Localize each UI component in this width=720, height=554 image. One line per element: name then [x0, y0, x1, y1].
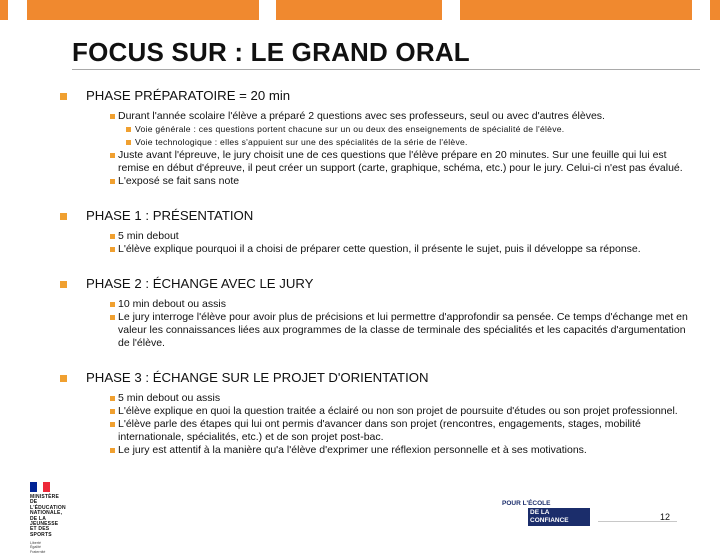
section-list	[60, 110, 690, 188]
top-bar-segment	[710, 0, 720, 20]
french-flag-icon	[30, 482, 50, 492]
section-list	[60, 298, 690, 350]
flag-stripe	[43, 482, 50, 492]
square-bullet-icon	[126, 140, 131, 145]
square-bullet-icon	[110, 234, 115, 239]
square-bullet-icon	[60, 281, 67, 288]
list-item: L'élève explique pourquoi il a choisi de préparer cette question, il présente le sujet, puis il développe sa réponse.	[118, 243, 690, 256]
sub-list	[118, 123, 690, 149]
list-item: Juste avant l'épreuve, le jury choisit une de ces questions que l'élève prépare en 20 minutes. Sur une feuille qui lui est remise en début d'épreuve, il peut créer un support (carte, graphique, schéma, etc.) pour le jury. Celui-ci n'est pas évalué.	[118, 149, 690, 175]
square-bullet-icon	[110, 396, 115, 401]
top-bar-segment	[0, 0, 8, 20]
section-heading: PHASE 3 : ÉCHANGE SUR LE PROJET D'ORIENTATION	[60, 370, 690, 386]
top-bar-segment	[27, 0, 259, 20]
republic-motto: Liberté Égalité Fraternité	[30, 541, 46, 554]
list-item: Le jury est attentif à la manière qu'a l'élève d'exprimer une réflexion personnelle et à ses motivations.	[118, 444, 690, 457]
section-list	[60, 230, 690, 256]
square-bullet-icon	[110, 409, 115, 414]
square-bullet-icon	[110, 315, 115, 320]
list-item: L'élève parle des étapes qui lui ont permis d'avancer dans son projet (rencontres, engagements, stages, mobilité internationale, spécialités, etc.) et de son projet post-bac.	[118, 418, 690, 444]
section-heading: PHASE 2 : ÉCHANGE AVEC LE JURY	[60, 276, 690, 292]
page-title: FOCUS SUR : LE GRAND ORAL	[72, 37, 470, 67]
square-bullet-icon	[110, 302, 115, 307]
list-item: Durant l'année scolaire l'élève a préparé 2 questions avec ses professeurs, seul ou avec d'autres élèves. Voie générale : ces questions portent chacune sur un ou deux des enseignements de spécialité de l'élève. Voie technologique : elles s'appuient sur une des spécialités de la série de l'élève.	[118, 110, 690, 149]
brand-logo: POUR L'ÉCOLE DE LA CONFIANCE	[502, 500, 590, 526]
section-heading: PHASE PRÉPARATOIRE = 20 min	[60, 88, 690, 104]
section-list	[60, 392, 690, 457]
square-bullet-icon	[110, 153, 115, 158]
list-item: 5 min debout	[118, 230, 690, 243]
sub-list-item: Voie générale : ces questions portent chacune sur un ou deux des enseignements de spécialité de l'élève.	[135, 123, 690, 136]
sub-list-item: Voie technologique : elles s'appuient sur une des spécialités de la série de l'élève.	[135, 136, 690, 149]
square-bullet-icon	[60, 93, 67, 100]
list-item: L'exposé se fait sans note	[118, 175, 690, 188]
ministry-logo	[30, 482, 70, 554]
ministry-name: MINISTÈRE DE L'ÉDUCATION NATIONALE, DE LA JEUNESSE ET DES SPORTS	[30, 494, 66, 538]
square-bullet-icon	[110, 114, 115, 119]
square-bullet-icon	[60, 213, 67, 220]
list-item: L'élève explique en quoi la question traitée a éclairé ou non son projet de poursuite d'études ou son projet professionnel.	[118, 405, 690, 418]
flag-stripe	[37, 482, 44, 492]
square-bullet-icon	[60, 375, 67, 382]
square-bullet-icon	[110, 247, 115, 252]
slide-content	[60, 82, 690, 457]
list-item: 5 min debout ou assis	[118, 392, 690, 405]
top-bar-segment	[276, 0, 442, 20]
square-bullet-icon	[110, 422, 115, 427]
flag-stripe	[30, 482, 37, 492]
square-bullet-icon	[110, 448, 115, 453]
section-heading: PHASE 1 : PRÉSENTATION	[60, 208, 690, 224]
list-item: 10 min debout ou assis	[118, 298, 690, 311]
page-number: 12	[660, 512, 671, 522]
list-item: Le jury interroge l'élève pour avoir plus de précisions et lui permettre d'approfondir sa pensée. Ce temps d'échange met en valeur les connaissances liées aux programmes de la classe de terminale des spécialités et les capacités d'argumentation de l'élève.	[118, 311, 690, 350]
title-divider	[72, 69, 700, 70]
square-bullet-icon	[126, 127, 131, 132]
top-bar-segment	[460, 0, 692, 20]
square-bullet-icon	[110, 179, 115, 184]
